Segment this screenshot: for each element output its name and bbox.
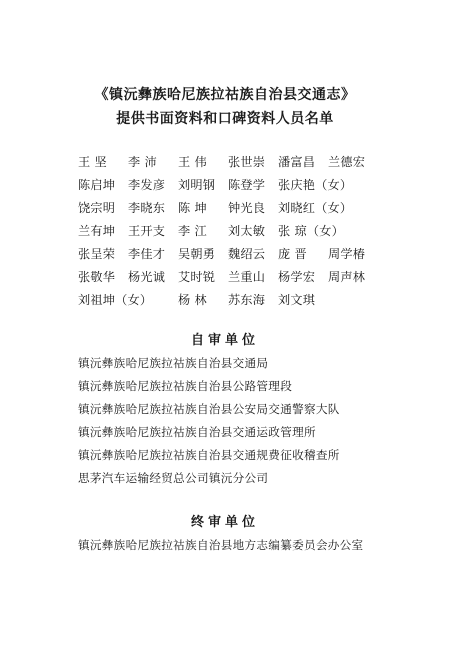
contributor-name: 张敬华 [78,270,116,284]
contributor-name: 兰有坤 [78,224,116,238]
contributor-name: 钟光良 [228,201,266,215]
contributor-name: 饶宗明 [78,201,116,215]
review-units-heading: 自审单位 [190,333,259,348]
contributor-name: 张呈荣 [78,247,116,261]
contributor-name: 杨学宏 [278,270,316,284]
review-unit: 镇沅彝族哈尼族拉祜族自治县公安局交通警察大队 [78,402,340,416]
contributor-name: 周声林 [328,270,366,284]
contributor-name: 张 琼（女） [278,224,345,238]
contributor-name: 周学椿 [328,247,366,261]
contributor-name: 兰重山 [228,270,266,284]
name-row [78,173,378,196]
name-row [78,196,378,219]
contributor-name: 杨光诚 [128,270,166,284]
final-review-unit: 镇沅彝族哈尼族拉祜族自治县地方志编纂委员会办公室 [78,538,364,552]
contributor-name: 陈登学 [228,178,266,192]
contributor-name: 刘太敏 [228,224,266,238]
contributor-name: 刘祖坤（女） [78,293,153,307]
contributor-name: 李 江 [178,224,207,238]
name-row [78,242,378,265]
contributor-name: 陈启坤 [78,178,116,192]
contributor-name: 李发彦 [128,178,166,192]
contributor-name: 李 沛 [128,155,157,169]
contributor-name: 兰德宏 [328,155,366,169]
final-review-heading: 终审单位 [190,515,259,530]
contributor-name: 魏绍云 [228,247,266,261]
contributor-name: 王开支 [128,224,166,238]
name-row [78,150,378,173]
contributor-name: 庞 晋 [278,247,307,261]
contributor-name: 陈 坤 [178,201,207,215]
review-unit: 思茅汽车运输经贸总公司镇沅分公司 [78,471,269,485]
review-unit: 镇沅彝族哈尼族拉祜族自治县公路管理段 [78,379,293,393]
name-row [78,265,378,288]
contributor-name: 杨 林 [178,293,207,307]
contributor-name: 刘文琪 [278,293,316,307]
review-unit: 镇沅彝族哈尼族拉祜族自治县交通规费征收稽查所 [78,448,340,462]
contributor-name: 张庆艳（女） [278,178,353,192]
contributor-name: 刘明钢 [178,178,216,192]
contributor-name-list [78,150,378,311]
contributor-name: 苏东海 [228,293,266,307]
contributor-name: 潘富昌 [278,155,316,169]
review-unit: 镇沅彝族哈尼族拉祜族自治县交通局 [78,356,269,370]
contributor-name: 王 伟 [178,155,207,169]
contributor-name: 李晓东 [128,201,166,215]
contributor-name: 刘晓红（女） [278,201,353,215]
contributor-name: 李佳才 [128,247,166,261]
book-title: 《镇沅彝族哈尼族拉祜族自治县交通志》 [94,87,356,103]
contributor-name: 艾时锐 [178,270,216,284]
contributor-name: 张世崇 [228,155,266,169]
review-unit: 镇沅彝族哈尼族拉祜族自治县交通运政管理所 [78,425,316,439]
name-row [78,288,378,311]
list-subtitle: 提供书面资料和口碑资料人员名单 [116,111,334,127]
name-row [78,219,378,242]
contributor-name: 吴朝勇 [178,247,216,261]
contributor-name: 王 坚 [78,155,107,169]
